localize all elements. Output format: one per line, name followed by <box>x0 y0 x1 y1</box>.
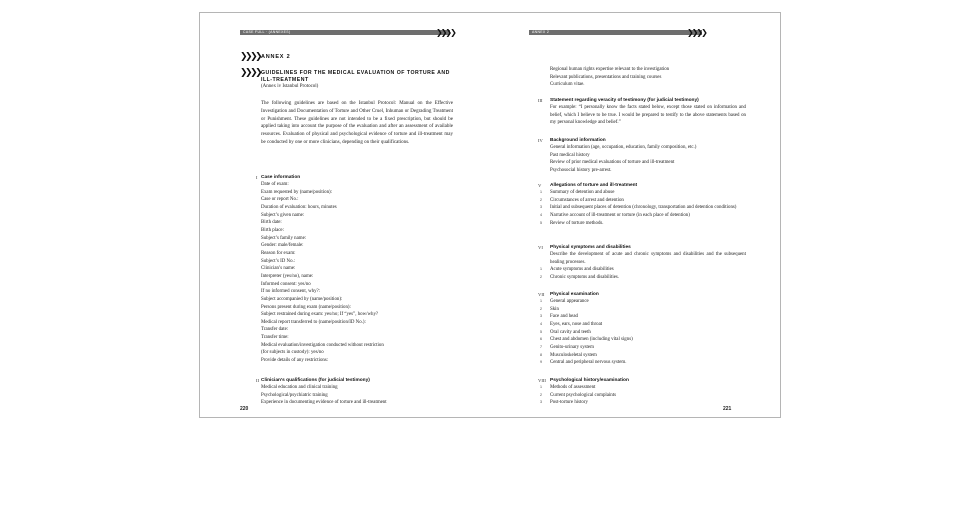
symptoms-description: Describe the development of acute and chronic symptoms and disabilities and the subsequent healing processes. <box>550 252 746 265</box>
list-item: Review of prior medical evaluations of torture and ill-treatment <box>550 160 675 166</box>
page-number-right: 221 <box>723 406 732 412</box>
section-number: IV <box>538 138 543 143</box>
item-text: Oral cavity and teeth <box>550 329 591 335</box>
item-text: Acute symptoms and disabilities <box>550 267 614 273</box>
section-physical-symptoms <box>538 244 746 282</box>
list-item: Case or report No.: <box>261 197 299 203</box>
item-number: 6 <box>540 337 542 342</box>
list-item <box>540 399 629 407</box>
section-title: Physical symptoms and disabilities <box>550 245 631 250</box>
item-number: 3 <box>540 400 542 405</box>
section-number: I <box>256 175 258 180</box>
item-text: Chest and abdomen (including vital signs) <box>550 337 633 343</box>
section-number: II <box>256 378 260 383</box>
list-item <box>540 266 746 274</box>
veracity-statement: For example: “I personally know the facts stated below, except those stated on information and belief, which I believe to be true. I would be prepared to testify to the above statements based on my personal knowledge and belief.” <box>550 105 746 126</box>
item-number: 2 <box>540 197 542 202</box>
symptoms-list <box>540 266 746 281</box>
list-item: Relevant publications, presentations and training courses <box>550 74 662 80</box>
list-item <box>540 352 633 360</box>
item-text: Current psychological complaints <box>550 392 617 398</box>
list-item: Gender: male/female: <box>261 243 304 249</box>
item-number: 9 <box>540 360 542 365</box>
right-page <box>491 13 782 417</box>
item-number: 5 <box>540 220 542 225</box>
list-item <box>540 392 629 400</box>
list-item <box>540 336 633 344</box>
list-item <box>540 274 746 282</box>
section-title: Allegations of torture and ill-treatment <box>550 183 638 188</box>
section-background <box>538 137 697 175</box>
list-item: Exam requested by (name/position): <box>261 189 333 195</box>
item-number: 1 <box>540 299 542 303</box>
list-item: Subject accompanied by (name/position): <box>261 296 343 302</box>
section-title: Statement regarding veracity of testimony (for judicial testimony) <box>550 98 699 103</box>
intro-paragraph: The following guidelines are based on the Istanbul Protocol: Manual on the Effective Investigation and Documentation of Torture and Other Cruel, Inhuman or Degrading Treatment or Punishment. These guidelines are not intended to be a fixed prescription, but should be applied taking into account the purpose of the evaluation and after an assessment of available resources. Evaluation of physical and psychological evidence of torture and ill-treatment may be conducted by one or more clinicians, depending on their qualifications. <box>261 101 453 145</box>
item-number: 1 <box>540 267 542 272</box>
book-spread <box>199 12 781 418</box>
background-list <box>550 144 696 175</box>
list-item: Transfer date: <box>261 327 289 333</box>
list-item: Medical evaluation/investigation conducted without restriction <box>261 342 384 348</box>
section-title: Case information <box>261 175 301 180</box>
list-item <box>540 384 629 392</box>
list-item: Subject’s given name: <box>261 212 305 218</box>
item-text: Genito-urinary system <box>550 344 594 350</box>
list-item: Psychological/psychiatric training <box>261 392 328 398</box>
item-number: 3 <box>540 205 542 210</box>
list-item: Interpreter (yes/no), name: <box>261 273 314 279</box>
item-text: Eyes, ears, nose and throat <box>550 321 603 327</box>
item-text: Summary of detention and abuse <box>550 190 615 195</box>
section-allegations <box>538 182 746 227</box>
section-heading <box>538 97 746 104</box>
left-page <box>200 13 491 417</box>
list-item <box>540 220 746 228</box>
section-heading <box>538 244 746 251</box>
item-text: Post-torture history <box>550 400 588 406</box>
section-heading <box>538 137 696 144</box>
list-item <box>540 344 633 352</box>
section-heading <box>256 377 387 384</box>
item-text: Musculoskeletal system <box>550 352 597 358</box>
list-item <box>540 212 746 220</box>
item-number: 4 <box>540 212 542 217</box>
item-text: Review of torture methods. <box>550 220 604 226</box>
list-item: If no informed consent, why?: <box>261 289 321 295</box>
chevrons-icon: ❯❯❯❯ <box>240 68 261 78</box>
list-item: Reason for exam: <box>261 250 296 256</box>
item-number: 8 <box>540 352 542 357</box>
item-text: Central and peripheral nervous system. <box>550 360 627 366</box>
section-heading <box>538 291 633 298</box>
list-item: Medical education and clinical training <box>261 385 338 390</box>
list-item: Birth place: <box>261 227 284 233</box>
document-subtitle: (Annex iv Istanbul Protocol) <box>261 84 319 89</box>
qualifications-list <box>261 384 387 407</box>
section-heading <box>256 174 384 181</box>
list-item: Curriculum vitae. <box>550 82 585 88</box>
item-text: Skin <box>550 306 559 312</box>
list-item: Past medical history <box>550 152 590 158</box>
section-physical-examination <box>538 291 633 367</box>
section-number: VII <box>538 292 545 297</box>
item-number: 2 <box>540 306 542 311</box>
list-item: Medical report transferred to (name/position/ID No.): <box>261 319 366 325</box>
item-number: 1 <box>540 190 542 194</box>
item-text: Initial and subsequent places of detention (chronology, transportation and detention conditions) <box>550 205 737 211</box>
section-number: V <box>538 183 542 188</box>
list-item: Clinician’s name: <box>261 266 296 272</box>
list-item: Subject restrained during exam: yes/no; If “yes”, how/why? <box>261 312 379 318</box>
list-item <box>540 298 633 306</box>
section-title: Background information <box>550 138 606 143</box>
item-text: Circumstances of arrest and detention <box>550 197 624 203</box>
section-clinician-qualifications <box>256 377 387 407</box>
list-item: Experience in documenting evidence of torture and ill-treatment <box>261 400 387 406</box>
list-item: Persons present during exam (name/position): <box>261 304 351 310</box>
running-head-right: ANNEX 2 <box>529 30 702 35</box>
list-item <box>540 313 633 321</box>
annex-heading: ANNEX 2 <box>261 54 291 60</box>
list-item <box>540 329 633 337</box>
item-number: 1 <box>540 385 542 389</box>
item-text: Methods of assessment <box>550 385 596 390</box>
chevrons-icon: ❯❯❯❯ <box>687 28 706 37</box>
section-veracity <box>538 97 746 127</box>
qualifications-continued-list <box>550 66 669 89</box>
section-psychological-history <box>538 377 629 407</box>
item-number: 3 <box>540 314 542 319</box>
list-item: Subject’s family name: <box>261 235 307 241</box>
list-item: (for subjects in custody): yes/no <box>261 350 324 356</box>
list-item: Date of exam: <box>261 182 289 187</box>
item-number: 4 <box>540 321 542 326</box>
item-text: Narrative account of ill-treatment or torture (in each place of detention) <box>550 212 690 218</box>
physical-exam-list <box>540 298 633 367</box>
section-heading <box>538 377 629 384</box>
item-number: 2 <box>540 392 542 397</box>
allegations-list <box>540 189 746 227</box>
running-head-left: CASE FULL · (ANNEXES) <box>240 30 450 35</box>
item-text: Chronic symptoms and disabilities. <box>550 274 620 280</box>
list-item: Subject’s ID No.: <box>261 258 296 264</box>
section-case-information <box>256 174 384 365</box>
section-number: VI <box>538 245 543 250</box>
section-number: VIII <box>538 378 546 383</box>
psychological-list <box>540 384 629 407</box>
item-number: 2 <box>540 274 542 279</box>
section-heading <box>538 182 746 189</box>
list-item <box>540 306 633 314</box>
case-information-list <box>261 181 384 365</box>
item-number: 7 <box>540 344 542 349</box>
chevrons-icon: ❯❯❯❯ <box>240 52 261 62</box>
list-item <box>540 321 633 329</box>
list-item: Regional human rights expertise relevant to the investigation <box>550 67 670 72</box>
section-title: Physical examination <box>550 292 599 297</box>
section-title: Psychological history/examination <box>550 378 629 383</box>
section-number: III <box>538 98 543 103</box>
chevrons-icon: ❯❯❯❯ <box>436 28 455 37</box>
list-item: Provide details of any restrictions: <box>261 358 329 364</box>
list-item: Psychosocial history pre-arrest. <box>550 167 612 173</box>
list-item <box>540 204 746 212</box>
item-number: 5 <box>540 329 542 334</box>
list-item: Duration of evaluation: hours, minutes <box>261 204 337 210</box>
document-title: GUIDELINES FOR THE MEDICAL EVALUATION OF TORTURE AND ILL-TREATMENT <box>261 70 450 83</box>
list-item <box>540 189 746 197</box>
list-item <box>540 359 633 367</box>
item-text: General appearance <box>550 299 589 304</box>
list-item: Transfer time: <box>261 335 289 341</box>
item-text: Face and head <box>550 314 578 320</box>
list-item <box>540 197 746 205</box>
list-item: Birth date: <box>261 220 282 226</box>
list-item: Informed consent: yes/no <box>261 281 311 287</box>
list-item: General information (age, occupation, education, family composition, etc.) <box>550 145 697 150</box>
page-number-left: 220 <box>240 406 249 412</box>
section-title: Clinician’s qualifications (for judicial testimony) <box>261 378 370 383</box>
